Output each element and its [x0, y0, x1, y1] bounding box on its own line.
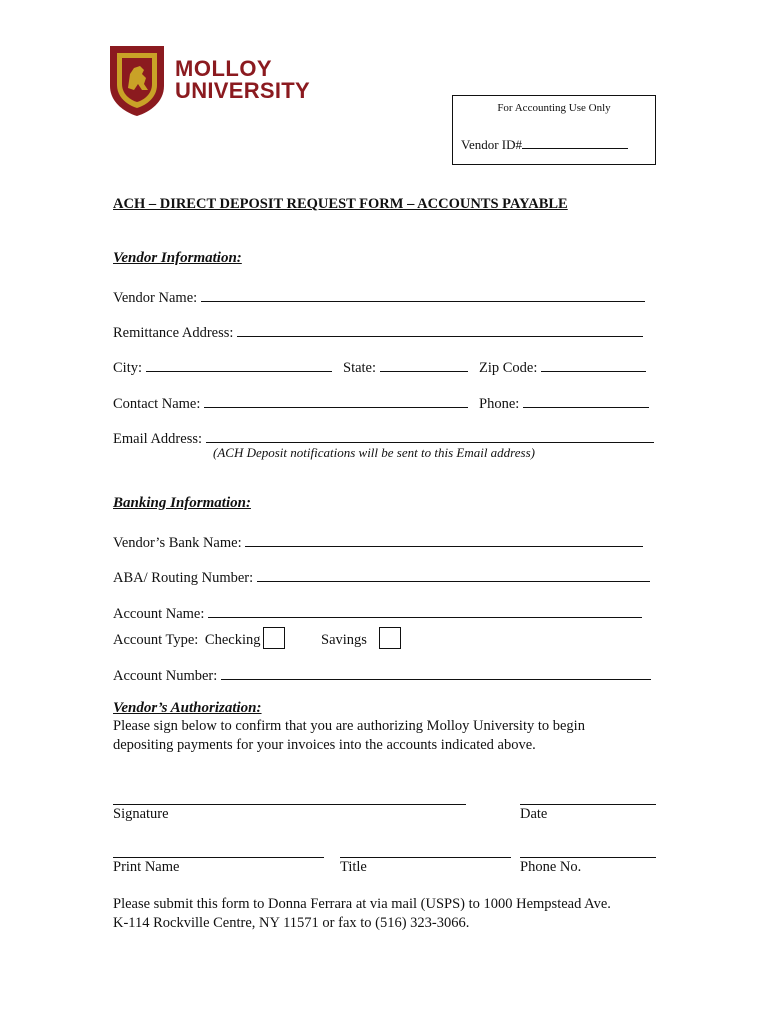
account-type-row	[113, 627, 285, 649]
checking-checkbox[interactable]	[263, 627, 285, 649]
account-type-label: Account Type:	[113, 632, 199, 648]
remittance-row	[113, 321, 643, 342]
savings-label: Savings	[321, 632, 367, 648]
vendor-id-field[interactable]	[522, 133, 628, 149]
account-number-row	[113, 664, 651, 685]
contact-field[interactable]	[204, 392, 468, 408]
bank-name-field[interactable]	[245, 531, 643, 547]
vendor-name-field[interactable]	[201, 286, 645, 302]
logo-line-2: UNIVERSITY	[175, 78, 311, 103]
savings-group	[321, 627, 401, 649]
print-name-label: Print Name	[113, 859, 180, 875]
date-label: Date	[520, 806, 548, 822]
submit-note-line-1: Please submit this form to Donna Ferrara at via mail (USPS) to 1000 Hempstead Ave.	[113, 896, 611, 912]
vendor-id-row	[461, 133, 628, 153]
routing-label: ABA/ Routing Number:	[113, 570, 254, 586]
remittance-label: Remittance Address:	[113, 325, 234, 341]
banking-info-heading: Banking Information:	[113, 495, 251, 511]
logo-wordmark	[175, 58, 310, 102]
email-label: Email Address:	[113, 431, 203, 447]
state-group	[343, 356, 468, 377]
city-field[interactable]	[146, 356, 332, 372]
savings-checkbox[interactable]	[379, 627, 401, 649]
vendor-info-heading: Vendor Information:	[113, 250, 242, 266]
submit-note-line-2: K-114 Rockville Centre, NY 11571 or fax to (516) 323-3066.	[113, 915, 470, 931]
authorization-text	[113, 717, 673, 755]
logo-line-1: MOLLOY	[175, 56, 273, 81]
zip-group	[479, 356, 646, 377]
contact-label: Contact Name:	[113, 396, 201, 412]
title-label: Title	[340, 859, 367, 875]
account-number-field[interactable]	[221, 664, 651, 680]
zip-field[interactable]	[541, 356, 646, 372]
city-label: City:	[113, 360, 143, 376]
signature-label: Signature	[113, 806, 169, 822]
phone-no-line[interactable]	[520, 857, 656, 858]
checking-label: Checking	[204, 632, 261, 648]
accounting-use-box	[452, 95, 656, 165]
authorization-text-line-1: Please sign below to confirm that you are authorizing Molloy University to begin	[113, 718, 585, 734]
phone-group	[479, 392, 649, 413]
state-field[interactable]	[380, 356, 468, 372]
submit-note	[113, 895, 673, 933]
account-number-label: Account Number:	[113, 668, 218, 684]
accounting-box-title: For Accounting Use Only	[497, 102, 611, 114]
vendor-id-label: Vendor ID#	[461, 137, 523, 152]
shield-lion-crest-icon	[108, 44, 166, 123]
phone-field[interactable]	[523, 392, 649, 408]
title-line[interactable]	[340, 857, 511, 858]
zip-label: Zip Code:	[479, 360, 538, 376]
account-name-label: Account Name:	[113, 606, 205, 622]
account-name-field[interactable]	[208, 602, 642, 618]
phone-no-label: Phone No.	[520, 859, 582, 875]
form-title: ACH – DIRECT DEPOSIT REQUEST FORM – ACCOUNTS PAYABLE	[113, 196, 568, 212]
phone-label: Phone:	[479, 396, 520, 412]
vendor-name-label: Vendor Name:	[113, 290, 198, 306]
vendor-name-row	[113, 286, 645, 307]
routing-field[interactable]	[257, 566, 650, 582]
email-note: (ACH Deposit notifications will be sent to this Email address)	[213, 445, 535, 460]
remittance-field[interactable]	[237, 321, 643, 337]
state-label: State:	[343, 360, 377, 376]
contact-row	[113, 392, 468, 413]
bank-name-label: Vendor’s Bank Name:	[113, 535, 242, 551]
email-field[interactable]	[206, 427, 654, 443]
authorization-heading: Vendor’s Authorization:	[113, 700, 262, 716]
authorization-text-line-2: depositing payments for your invoices into the accounts indicated above.	[113, 737, 536, 753]
date-line[interactable]	[520, 804, 656, 805]
routing-row	[113, 566, 650, 587]
print-name-line[interactable]	[113, 857, 324, 858]
signature-line[interactable]	[113, 804, 466, 805]
bank-name-row	[113, 531, 643, 552]
city-state-zip-row	[113, 356, 332, 377]
account-name-row	[113, 602, 642, 623]
